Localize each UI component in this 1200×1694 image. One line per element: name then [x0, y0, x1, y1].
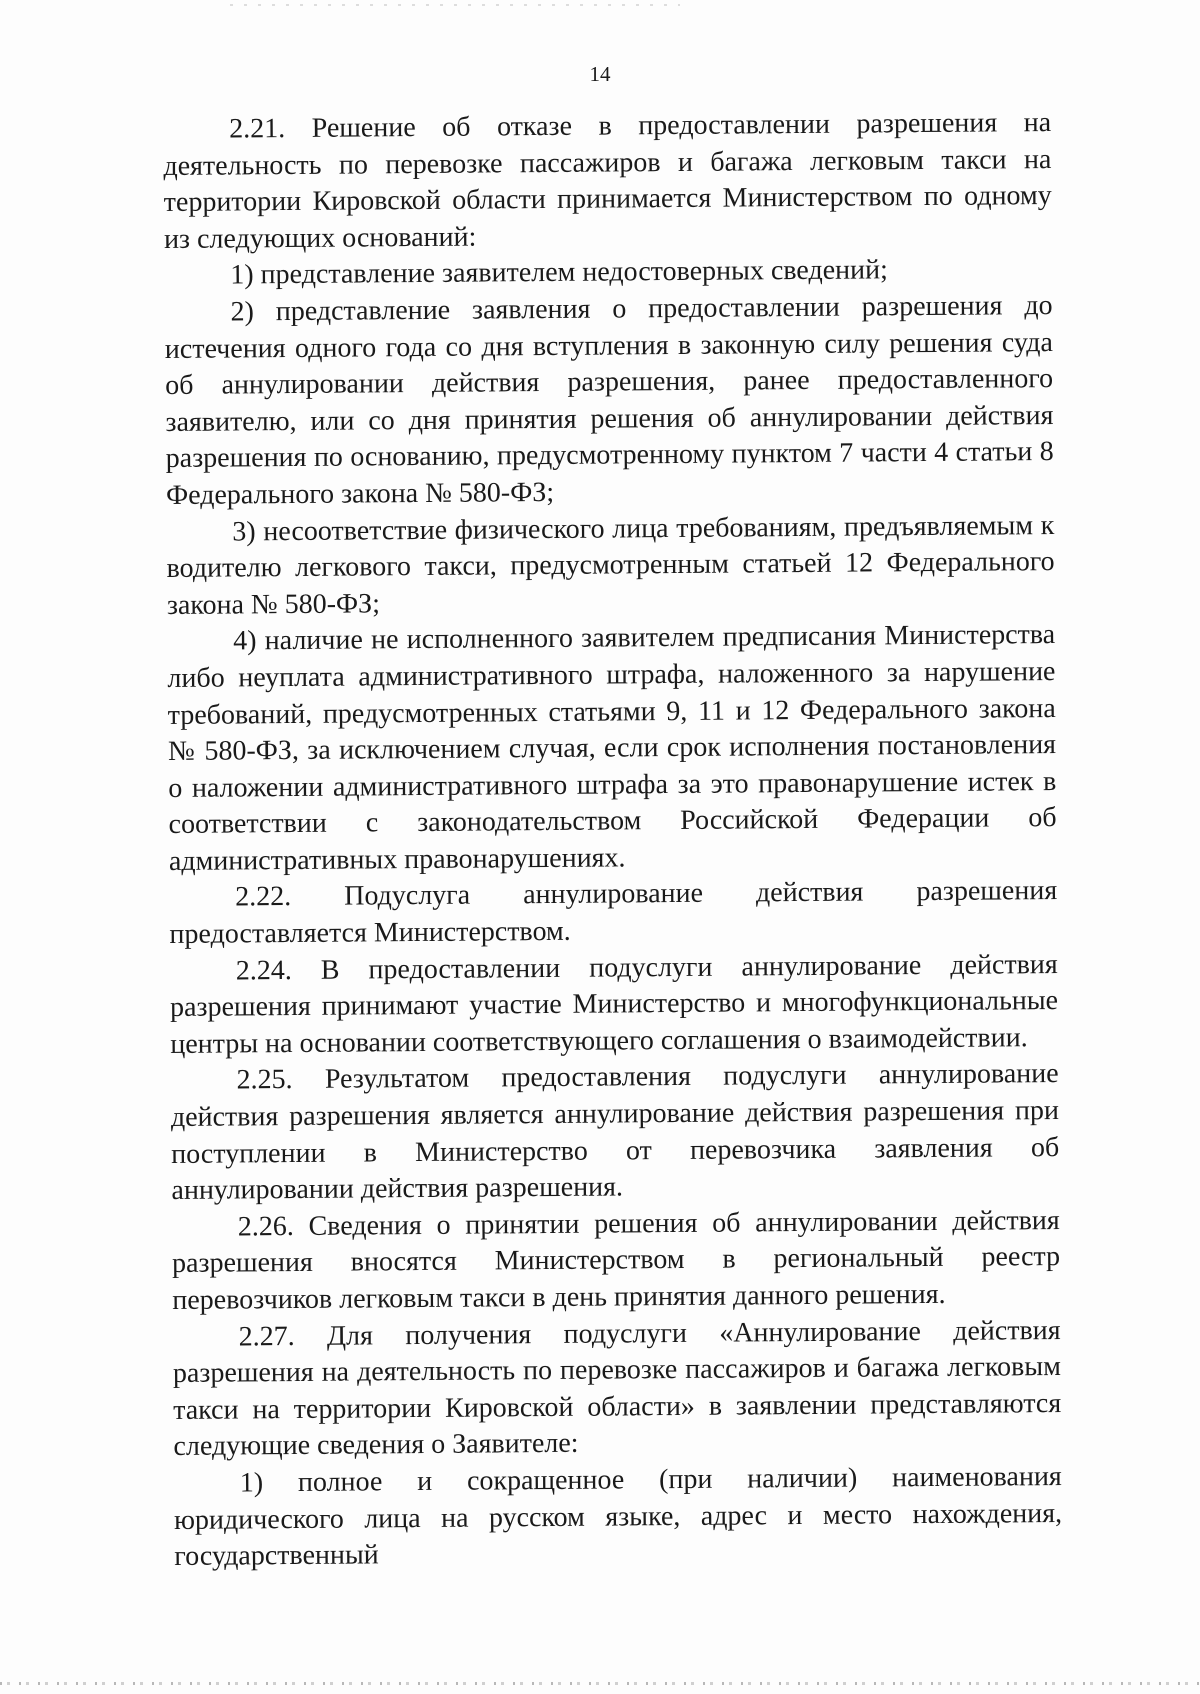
paragraph-2-22: 2.22. Подуслуга аннулирование действия разрешения предоставляется Министерством.: [169, 875, 1058, 951]
page-number: 14: [589, 62, 611, 86]
list-item-3: 3) несоответствие физического лица требованиям, предъявляемым к водителю легкового такси, предусмотренным статьей 12 Федерального закона № 580-ФЗ;: [166, 509, 1055, 621]
paragraph-2-25: 2.25. Результатом предоставления подуслуги аннулирование действия разрешения является аннулирование действия разрешения при поступлении в Министерство от перевозчика заявления об аннулировании действия разрешения.: [170, 1058, 1060, 1207]
paragraph-2-27: 2.27. Для получения подуслуги «Аннулирование действия разрешения на деятельность по перевозке пассажиров и багажа легковым такси на территории Кировской области» в заявлении представляются следующие сведения о Заявителе:: [172, 1314, 1062, 1463]
list-item-2: 2) представление заявления о предоставлении разрешения до истечения одного года со дня вступления в законную силу решения суда об аннулировании действия разрешения, ранее предоставленного заявителю, или со дня принятия решения об аннулировании действия разрешения по основанию, предусмотренному пунктом 7 части 4 статьи 8 Федерального закона № 580-ФЗ;: [164, 289, 1054, 511]
list-item-applicant-1: 1) полное и сокращенное (при наличии) наименования юридического лица на русском языке, адрес и место нахождения, государственный: [173, 1460, 1063, 1573]
list-item-1: 1) представление заявителем недостоверных сведений;: [230, 254, 888, 291]
paragraph-2-24: 2.24. В предоставлении подуслуги аннулирование действия разрешения принимают участие Министерство и многофункциональные центры на основании соответствующего соглашения о взаимодействии.: [169, 948, 1059, 1060]
paragraph-2-21: 2.21. Решение об отказе в предоставлении разрешения на деятельность по перевозке пассажиров и багажа легковым такси на территории Кировской области принимается Министерством по одному из следующих оснований:: [163, 107, 1052, 255]
scan-artifact-top: [230, 4, 680, 6]
paragraph-2-26: 2.26. Сведения о принятии решения об аннулировании действия разрешения вносятся Министерством в региональный реестр перевозчиков легковым такси в день принятия данного решения.: [171, 1204, 1061, 1316]
scan-artifact-bottom: [0, 1682, 1200, 1685]
list-item-4: 4) наличие не исполненного заявителем предписания Министерства либо неуплата административного штрафа, наложенного за нарушение требований, предусмотренных статьями 9, 11 и 12 Федерального закона № 580-ФЗ, за исключением случая, если срок исполнения постановления о наложении административного штрафа за это правонарушение истек в соответствии с законодательством Российской Федерации об административных правонарушениях.: [167, 619, 1057, 877]
document-body: [163, 105, 1062, 1576]
